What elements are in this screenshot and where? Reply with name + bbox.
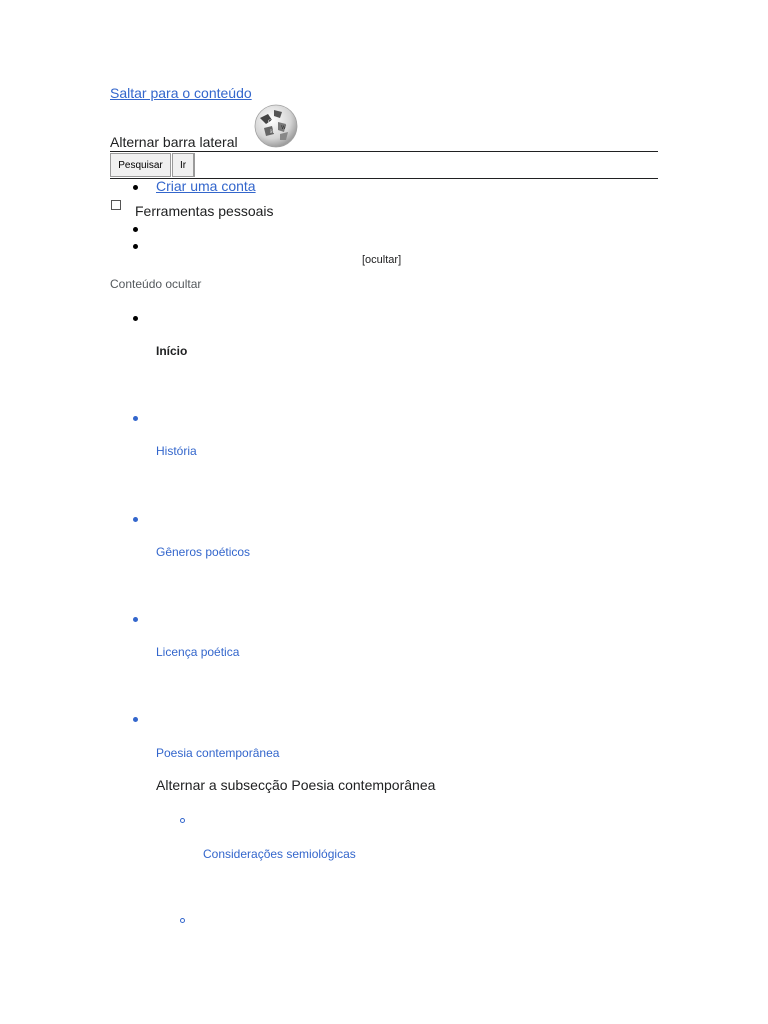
list-bullet: [133, 185, 138, 190]
subsection-toggle-poesia-contemporanea[interactable]: Alternar a subsecção Poesia contemporânea: [156, 777, 436, 793]
list-bullet: [133, 227, 138, 232]
skip-to-content-link[interactable]: Saltar para o conteúdo: [110, 85, 252, 101]
toc-title: Conteúdo ocultar: [110, 277, 202, 291]
toc-bullet: [133, 517, 138, 522]
personal-tools-label[interactable]: Ferramentas pessoais: [135, 203, 274, 219]
svg-text:W: W: [281, 125, 287, 131]
toc-sub-bullet: [180, 818, 185, 823]
toc-item-licenca-poetica[interactable]: Licença poética: [156, 645, 240, 659]
toc-sub-bullet: [180, 918, 185, 923]
create-account-link[interactable]: Criar uma conta: [156, 178, 256, 194]
search-input[interactable]: [194, 153, 658, 177]
toc-item-generos-poeticos[interactable]: Gêneros poéticos: [156, 545, 251, 559]
go-button[interactable]: Ir: [172, 153, 194, 177]
toc-bullet: [133, 717, 138, 722]
list-bullet: [133, 244, 138, 249]
svg-text:И: И: [270, 129, 275, 135]
search-bar: [110, 151, 658, 179]
toc-item-inicio[interactable]: Início: [156, 344, 188, 358]
personal-tools-checkbox[interactable]: [111, 200, 121, 210]
sidebar-toggle[interactable]: Alternar barra lateral: [110, 134, 238, 150]
hide-toc-button[interactable]: [ocultar]: [362, 254, 402, 266]
toc-item-historia[interactable]: História: [156, 444, 197, 458]
toc-item-poesia-contemporanea[interactable]: Poesia contemporânea: [156, 746, 280, 760]
toc-bullet: [133, 617, 138, 622]
toc-item-consideracoes-semiologicas[interactable]: Considerações semiológicas: [203, 847, 356, 861]
search-button[interactable]: Pesquisar: [110, 153, 171, 177]
toc-bullet: [133, 316, 138, 321]
wikipedia-globe-icon[interactable]: [250, 102, 300, 148]
toc-bullet: [133, 416, 138, 421]
svg-text:Ω: Ω: [268, 119, 273, 125]
